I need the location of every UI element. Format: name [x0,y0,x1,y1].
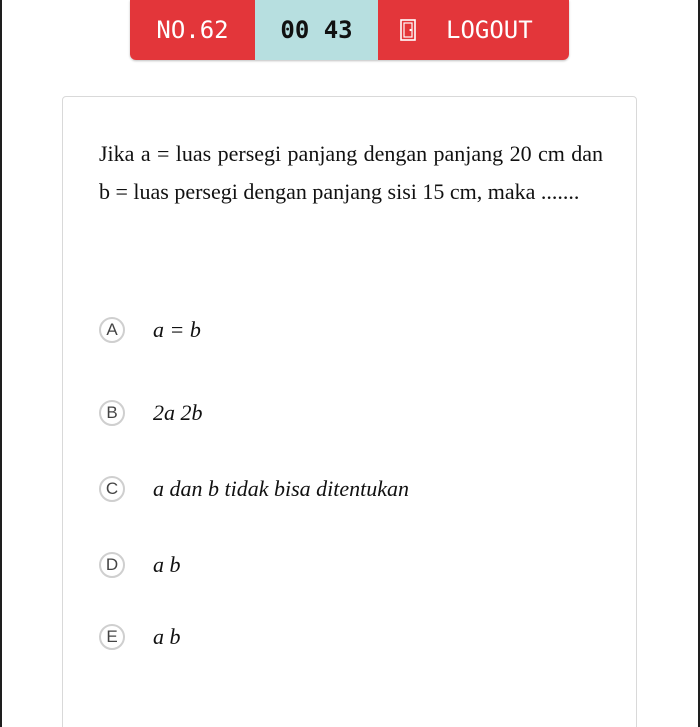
left-frame-line [0,0,2,727]
option-d-text: a b [153,552,181,577]
option-d-badge: D [99,552,125,578]
logout-label: LOGOUT [446,16,533,44]
option-a[interactable] [99,317,201,343]
option-c-text: a dan b tidak bisa ditentukan [153,476,410,501]
option-b-text: 2a 2b [153,400,203,425]
option-e-text: a b [153,624,181,649]
option-b-badge: B [99,400,125,426]
question-number: NO.62 [130,0,255,60]
question-text [99,135,603,211]
door-icon [400,19,416,41]
question-line-1: Jika a = luas persegi panjang dengan panjang [99,141,504,166]
option-e[interactable] [99,624,181,650]
option-a-badge: A [99,317,125,343]
option-c[interactable] [99,476,409,502]
option-b[interactable] [99,400,203,426]
question-card [62,96,637,727]
logout-button[interactable] [378,0,569,60]
option-d[interactable] [99,552,181,578]
option-e-badge: E [99,624,125,650]
top-bar [130,0,569,60]
question-line-3: sisi 15 cm, maka ....... [387,179,580,204]
option-c-badge: C [99,476,125,502]
option-a-text: a = b [153,317,201,342]
question-line-2: 20 cm dan b = luas persegi dengan panjang [99,141,604,204]
timer-display: 00 43 [255,0,378,60]
